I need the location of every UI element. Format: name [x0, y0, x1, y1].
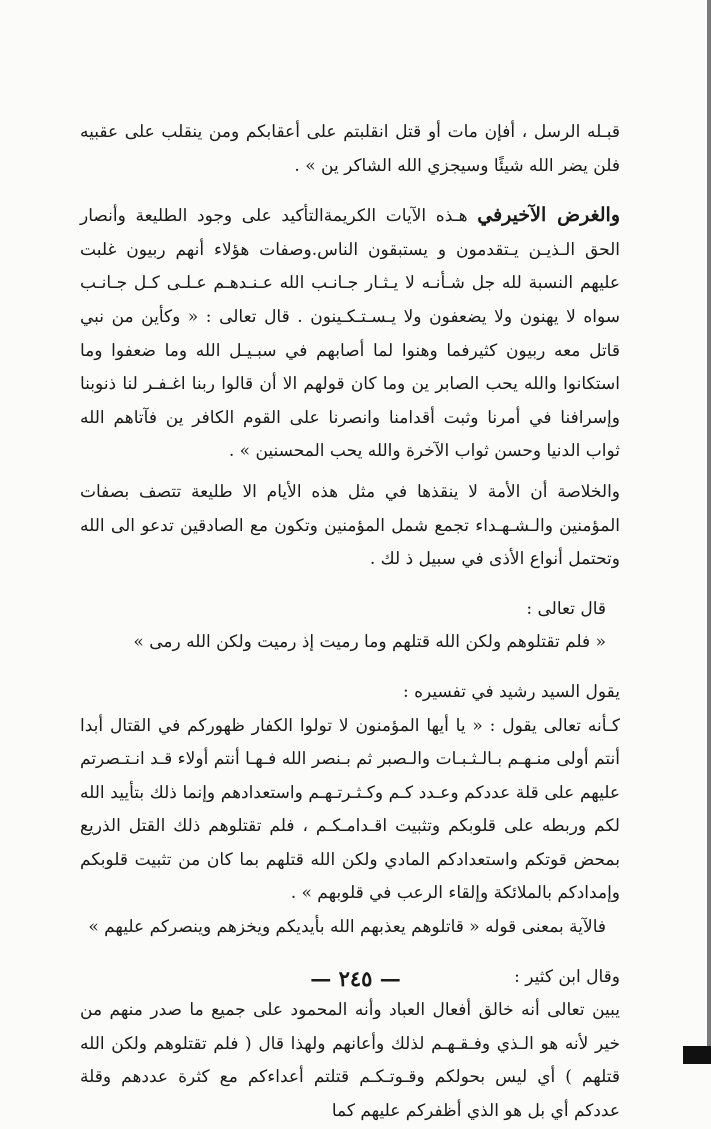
page-edge: [707, 0, 711, 1064]
paragraph-1: قبـله الرسل ، أفإن مات أو قتل انقلبتم على أعقابكم ومن ينقلب على عقبيه فلن يضر الله شيئًا وسيجزي الله الشاكر ين » .: [80, 122, 620, 176]
commentary-intro: يقول السيد رشيد في تفسيره :: [402, 681, 620, 702]
paragraph-2-text: هـذه الآيات الكريمةالتأكيد على وجود الطليعة وأنصار الحق الـذيـن يـتقدمون و يستبقون الناس.وصفات هؤلاء أنهم ربيون غلبت عليهم النسبة لله جل شـأنـه لا يـثـار جـانـب الله عـنـدهـم عـلـى كـل جـانـب سواه لا يهنون ولا يضعفون ولا يـسـتـكـينون . قال تعالى : « وكأين من نبي قاتل معه ربيون كثيرفما وهنوا لما أصابهم في سبـيـل الله وما ضعفوا وما استكانوا والله يحب الصابر ين وما كان قولهم الا أن قالوا ربنا اغـفـر لنا ذنوبنا وإسرافنا في أمرنا وثبت أقدامنا وانصرنا على القوم الكافر ين فآتاهم الله ثواب الدنيا وحسن ثواب الآخرة والله يحب المحسنين » .: [80, 206, 620, 462]
page-corner: [683, 1046, 711, 1064]
paragraph-commentary: كـأنه تعالى يقول : « يا أيها المؤمنون لا تولوا الكفار ظهوركم في القتال أبدا أنتم أولى منـهـم بـالـثـبـات والـصبر ثم بـنصر الله فـهـا أنتم أولاء قـد انـتـصرتم عليهم على قلة عددكم وعـدد كـم وكـثـرتـهـم واستعدادهم وإنما ذلك بتأييد الله لكم وربطه على قلوبكم وتثبيت اقـدامـكـم ، فلم تقتلوهم ذلك القتل الذريع بمحض قوتكم واستعدادكم المادي ولكن الله قتلهم بما كان من تثبيت قلوبكم وإمدادكم بالملائكة وإلقاء الرعب في قلوبهم » .: [80, 715, 620, 904]
paragraph-verse-meaning: فالآية بمعنى قوله « قاتلوهم يعذبهم الله بأيديكم ويخزهم وينصركم عليهم »: [88, 917, 606, 938]
paragraph-ibn-kathir: يبين تعالى أنه خالق أفعال العباد وأنه المحمود على جميع ما صدر منهم من خير لأنه هو الـذي وفـقـهـم لذلك وأعانهم ولهذا قال ( فلم تقتلوهم ولكن الله قتلهم ) أي ليس بحولكم وقـوتـكـم قتلتم أعداءكم مع كثرة عددهم وقلة عددكم أي بل هو الذي أظفركم عليهم كما: [80, 1000, 620, 1122]
section-heading: والغرض الآخيرفي: [477, 204, 620, 227]
paragraph-3: والخلاصة أن الأمة لا ينقذها في مثل هذه الأيام الا طليعة تتصف بصفات المؤمنين والـشـهـداء تجمع شمل المؤمنين وتكون مع الصادقين تدعو الى الله وتحتمل أنواع الأذى في سبيل ذ لك .: [80, 481, 620, 570]
paragraph-2: [80, 199, 620, 469]
ibn-kathir-intro: وقال ابن كثير :: [514, 966, 620, 987]
quote-intro: قال تعالى :: [526, 598, 606, 619]
page-number: — ٢٤٥ —: [310, 966, 401, 991]
quote-verse: « فلم تقتلوهم ولكن الله قتلهم وما رميت إذ رميت ولكن الله رمى »: [133, 632, 606, 653]
